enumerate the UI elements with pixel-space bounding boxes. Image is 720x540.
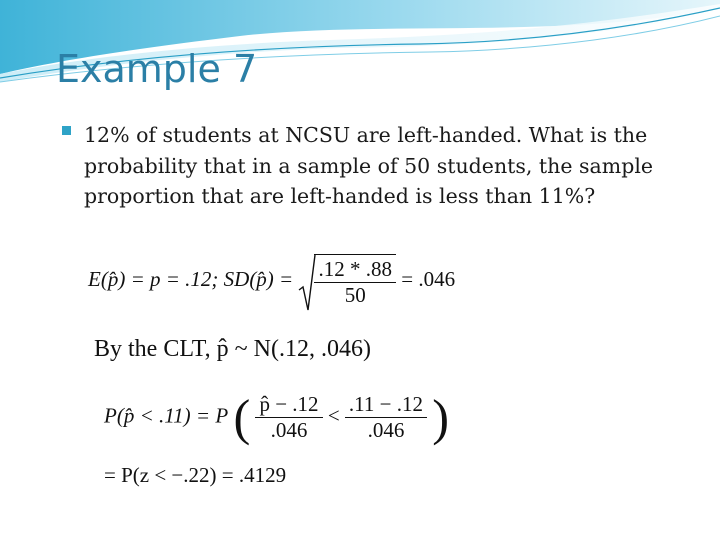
- eq3-numerator-1: p̂ − .12: [259, 392, 319, 416]
- eq3-lhs: P(p̂ < .11) = P: [104, 403, 229, 428]
- left-paren: (: [233, 389, 251, 446]
- equation-expectation-sd: [88, 254, 455, 308]
- eq1-rhs: = .046: [401, 266, 456, 291]
- sqrt-expression: [298, 254, 396, 308]
- equation-clt: By the CLT, p̂ ~ N(.12, .046): [94, 336, 371, 362]
- eq3-numerator-2: .11 − .12: [348, 392, 423, 416]
- eq1-numerator: .12 * .88: [318, 257, 392, 281]
- square-bullet-icon: [62, 126, 71, 135]
- sqrt-fraction: [314, 257, 396, 308]
- eq3-less-than: <: [327, 403, 340, 428]
- eq1-lhs: E(p̂) = p = .12; SD(p̂) =: [88, 266, 294, 291]
- eq3-denominator-1: .046: [255, 417, 322, 443]
- bullet-text: 12% of students at NCSU are left-handed. What is the probability that in a sample of 50 students, the sample proportion that are left-handed is less than 11%?: [84, 123, 654, 208]
- eq3-fraction-2: [345, 392, 427, 443]
- slide-title: Example 7: [56, 47, 258, 91]
- equation-probability: [104, 389, 450, 446]
- eq3-denominator-2: .046: [345, 417, 427, 443]
- equation-result: = P(z < −.22) = .4129: [104, 463, 287, 487]
- eq1-denominator: 50: [314, 282, 396, 308]
- radical-icon: [298, 254, 316, 314]
- right-paren: ): [432, 389, 450, 446]
- eq3-fraction-1: [255, 392, 322, 443]
